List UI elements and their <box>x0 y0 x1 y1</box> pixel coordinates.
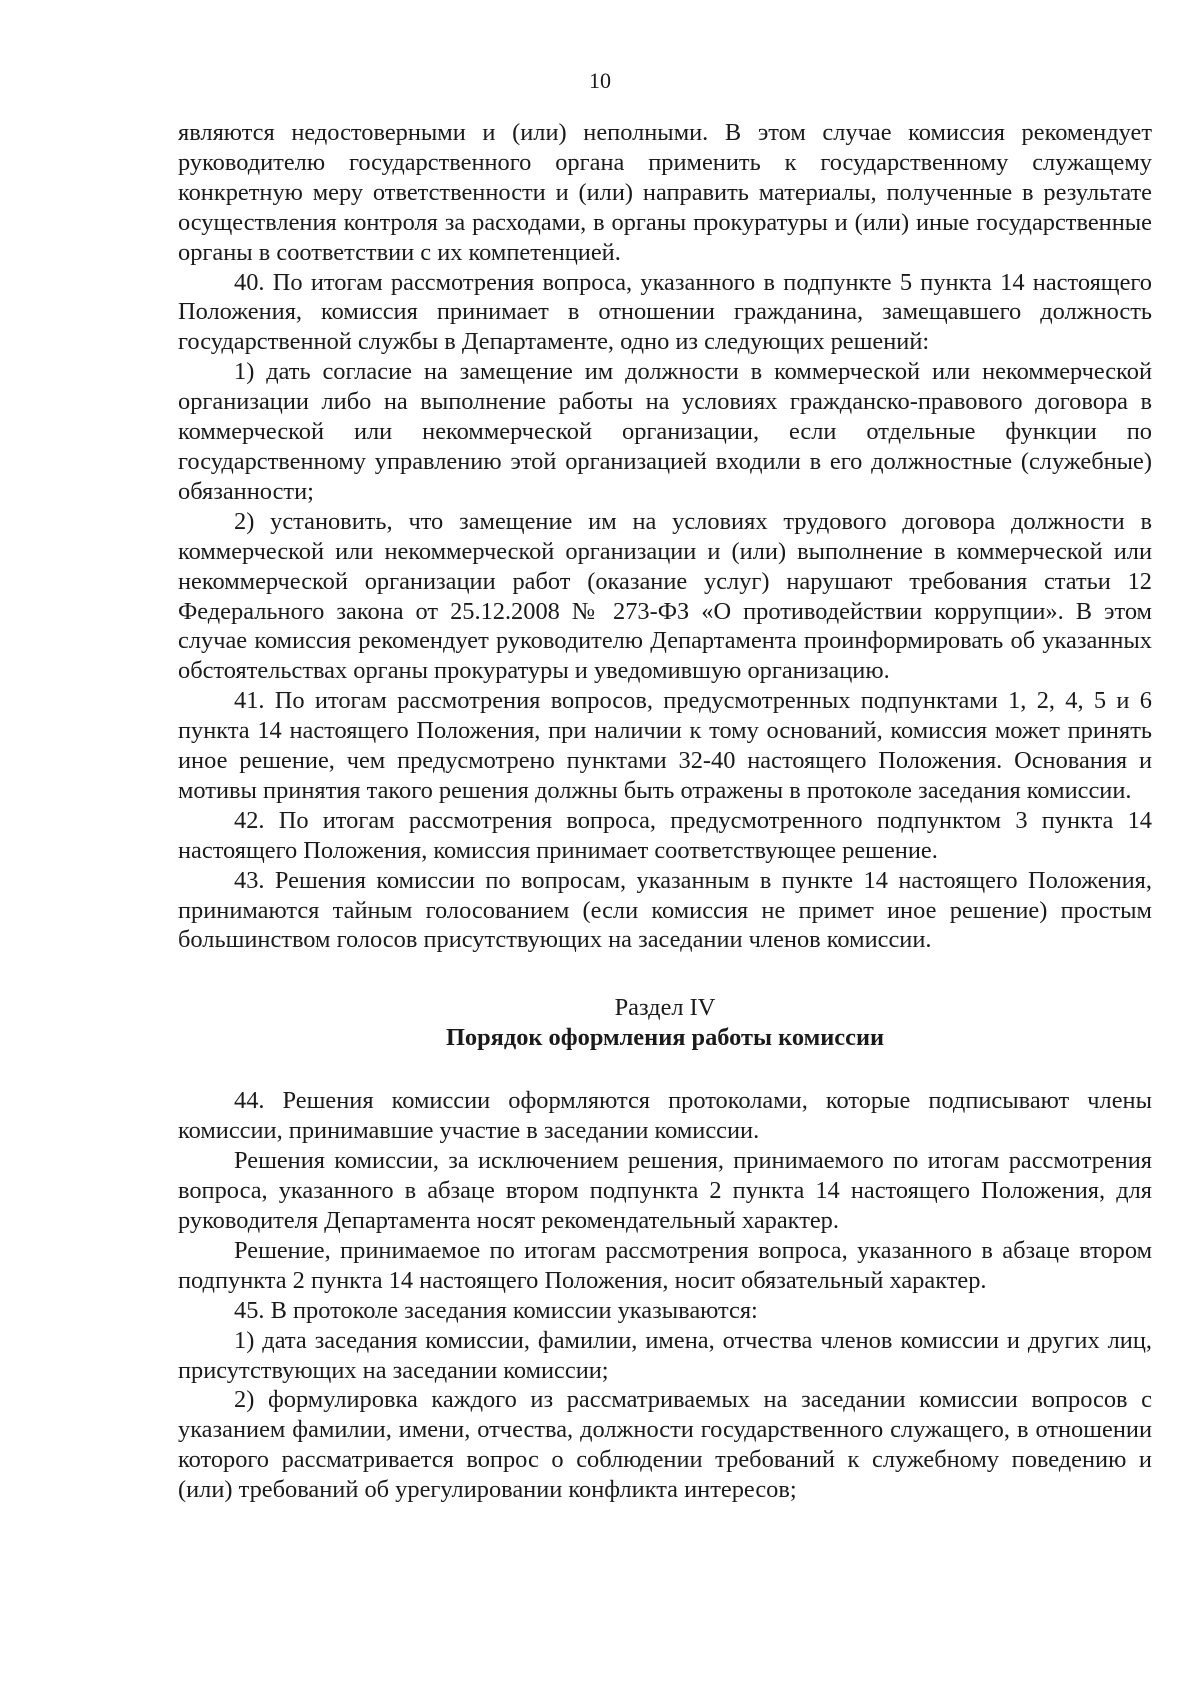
paragraph: 42. По итогам рассмотрения вопроса, предусмотренного подпунктом 3 пункта 14 настоящего Положения, комиссия принимает соответствующее решение. <box>178 806 1152 864</box>
paragraph: 41. По итогам рассмотрения вопросов, предусмотренных подпунктами 1, 2, 4, 5 и 6 пункта 14 настоящего Положения, при наличии к тому оснований, комиссия может принять иное решение, чем предусмотрено пунктами 32-40 настоящего Положения. Основания и мотивы принятия такого решения должны быть отражены в протоколе заседания комиссии. <box>178 687 1152 804</box>
paragraph: Решение, принимаемое по итогам рассмотрения вопроса, указанного в абзаце втором подпункта 2 пункта 14 настоящего Положения, носит обязательный характер. <box>178 1236 1152 1294</box>
page-number: 10 <box>589 68 611 93</box>
section-subtitle: Порядок оформления работы комиссии <box>445 1024 885 1052</box>
paragraph: 44. Решения комиссии оформляются протоколами, которые подписывают члены комиссии, принимавшие участие в заседании комиссии. <box>178 1087 1152 1145</box>
section-title: Раздел IV <box>614 994 716 1022</box>
paragraphs-before <box>178 118 1152 955</box>
paragraph: 43. Решения комиссии по вопросам, указанным в пункте 14 настоящего Положения, принимаются тайным голосованием (если комиссия не примет иное решение) простым большинством голосов присутствующих на заседании членов комиссии. <box>178 866 1152 954</box>
document-body <box>178 118 1152 1505</box>
section-heading <box>178 993 1152 1053</box>
paragraph: Решения комиссии, за исключением решения, принимаемого по итогам рассмотрения вопроса, указанного в абзаце втором подпункта 2 пункта 14 настоящего Положения, для руководителя Департамента носят рекомендательный характер. <box>178 1147 1152 1234</box>
paragraph: 1) дата заседания комиссии, фамилии, имена, отчества членов комиссии и других лиц, присутствующих на заседании комиссии; <box>178 1326 1152 1384</box>
paragraph: 1) дать согласие на замещение им должности в коммерческой или некоммерческой организации либо на выполнение работы на условиях гражданско-правового договора в коммерческой или некоммерческой организации, если отдельные функции по государственному управлению этой организацией входили в его должностные (служебные) обязанности; <box>178 358 1152 505</box>
paragraph: 40. По итогам рассмотрения вопроса, указанного в подпункте 5 пункта 14 настоящего Положения, комиссия принимает в отношении гражданина, замещавшего должность государственной службы в Департаменте, одно из следующих решений: <box>178 268 1152 356</box>
paragraph: являются недостоверными и (или) неполными. В этом случае комиссия рекомендует руководителю государственного органа применить к государственному служащему конкретную меру ответственности и (или) направить материалы, полученные в результате осуществления контроля за расходами, в органы прокуратуры и (или) иные государственные органы в соответствии с их компетенцией. <box>178 119 1152 266</box>
paragraph: 2) установить, что замещение им на условиях трудового договора должности в коммерческой или некоммерческой организации и (или) выполнение в коммерческой или некоммерческой организации работ (оказание услуг) нарушают требования статьи 12 Федерального закона от 25.12.2008 № 273-ФЗ «О противодействии коррупции». В этом случае комиссия рекомендует руководителю Департамента проинформировать об указанных обстоятельствах органы прокуратуры и уведомившую организацию. <box>178 507 1152 685</box>
paragraph: 2) формулировка каждого из рассматриваемых на заседании комиссии вопросов с указанием фамилии, имени, отчества, должности государственного служащего, в отношении которого рассматривается вопрос о соблюдении требований к служебному поведению и (или) требований об урегулировании конфликта интересов; <box>178 1386 1152 1504</box>
paragraphs-after <box>178 1086 1152 1505</box>
paragraph: 45. В протоколе заседания комиссии указываются: <box>234 1296 758 1324</box>
